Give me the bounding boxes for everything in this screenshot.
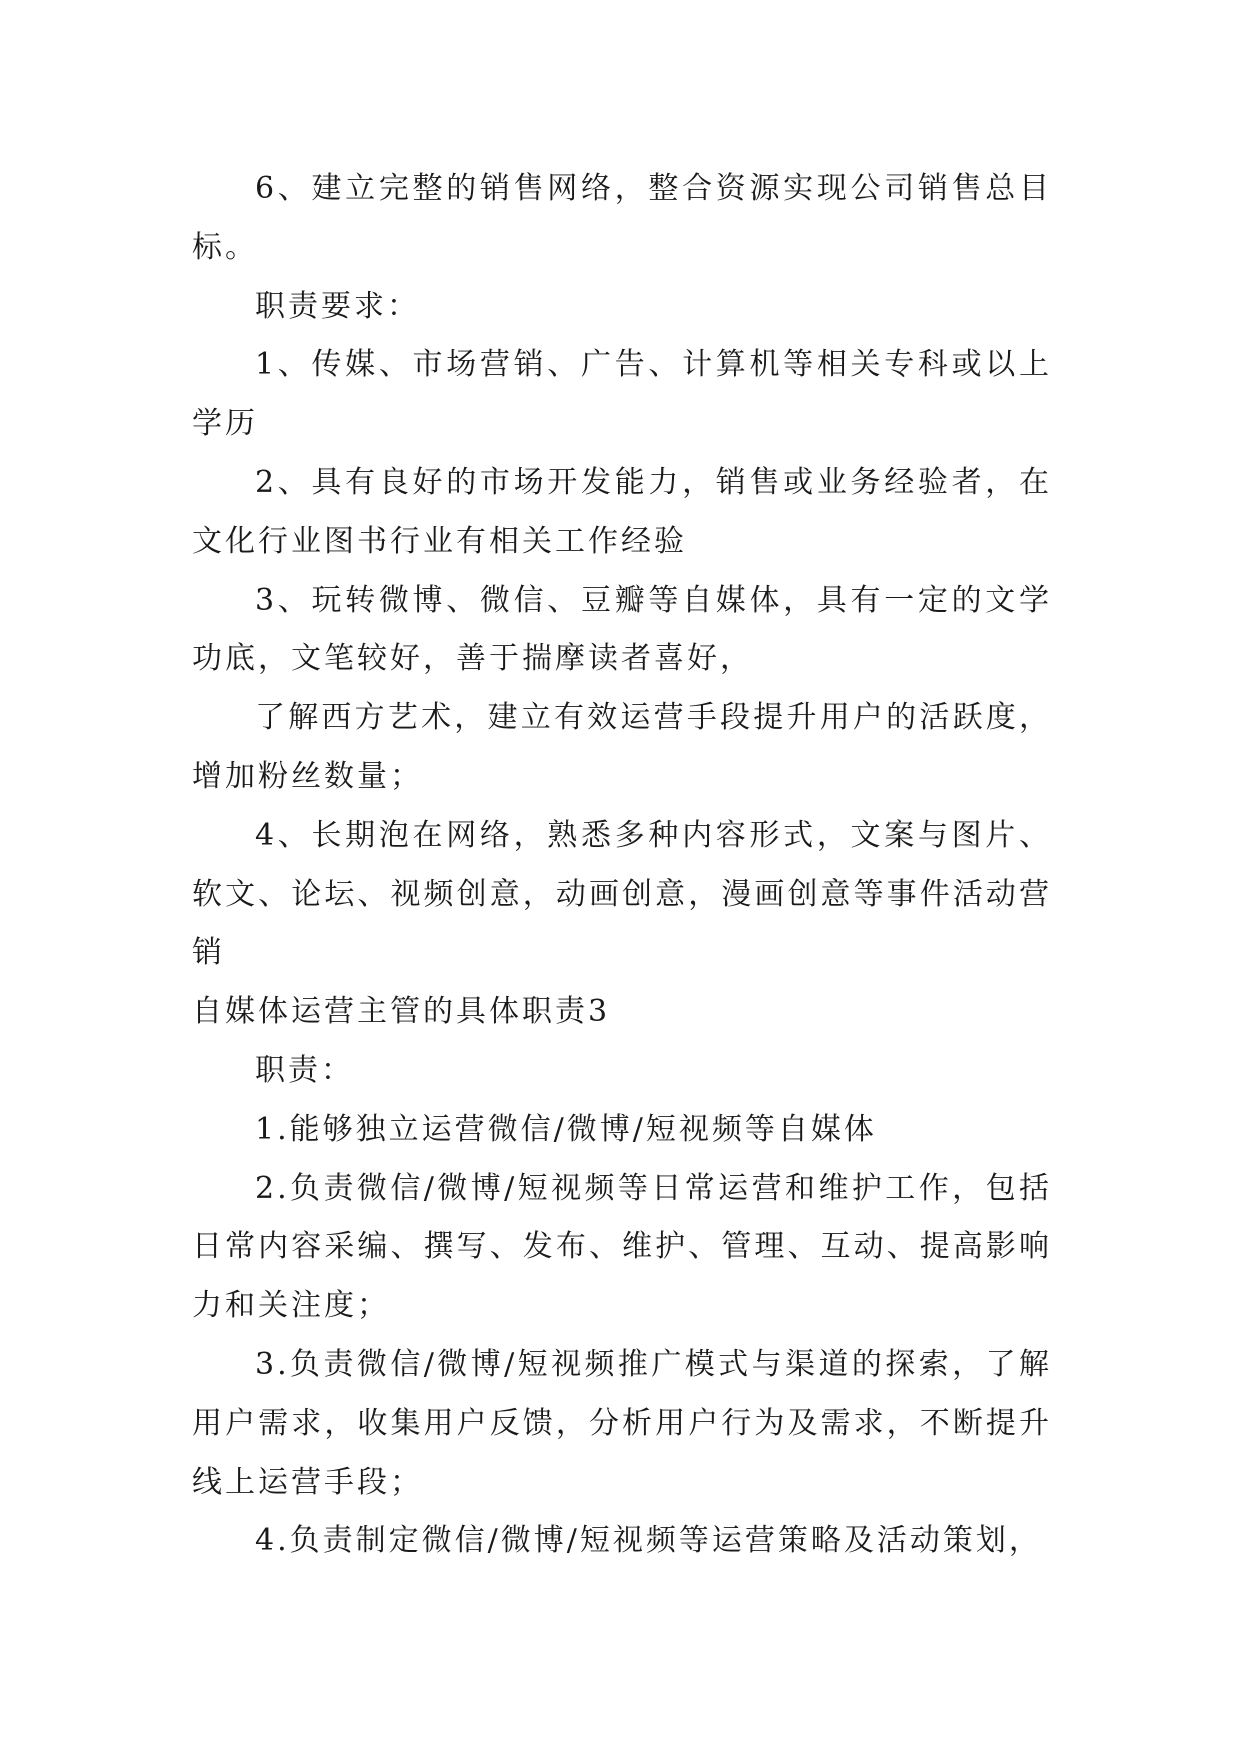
paragraph-requirement-network-content: 4、长期泡在网络，熟悉多种内容形式，文案与图片、软文、论坛、视频创意，动画创意，漫画创意等事件活动营销 [192,817,1052,971]
paragraph-duty-1: 1.能够独立运营微信/微博/短视频等自媒体 [255,1111,877,1147]
paragraph-sales-network: 6、建立完整的销售网络，整合资源实现公司销售总目标。 [192,171,1052,265]
paragraph-requirement-self-media: 3、玩转微博、微信、豆瓣等自媒体，具有一定的文学功底，文笔较好，善于揣摩读者喜好， [192,582,1052,677]
paragraph-requirement-western-art: 了解西方艺术，建立有效运营手段提升用户的活跃度，增加粉丝数量； [192,700,1052,794]
paragraph-duty-3: 3.负责微信/微博/短视频推广模式与渠道的探索，了解用户需求，收集用户反馈，分析用户行为及需求，不断提升线上运营手段； [192,1346,1052,1500]
paragraph-requirement-education: 1、传媒、市场营销、广告、计算机等相关专科或以上学历 [192,347,1052,442]
paragraph-requirements-heading: 职责要求： [255,288,420,324]
paragraph-duty-2: 2.负责微信/微博/短视频等日常运营和维护工作，包括日常内容采编、撰写、发布、维护、管理、互动、提高影响力和关注度； [192,1170,1052,1324]
paragraph-requirement-market-ability: 2、具有良好的市场开发能力，销售或业务经验者，在文化行业图书行业有相关工作经验 [192,464,1052,559]
document-body [192,160,1052,1571]
section-title-duties-3: 自媒体运营主管的具体职责3 [192,994,611,1030]
paragraph-duty-4: 4.负责制定微信/微博/短视频等运营策略及活动策划， [255,1523,1042,1559]
paragraph-duties-heading: 职责： [255,1052,354,1088]
